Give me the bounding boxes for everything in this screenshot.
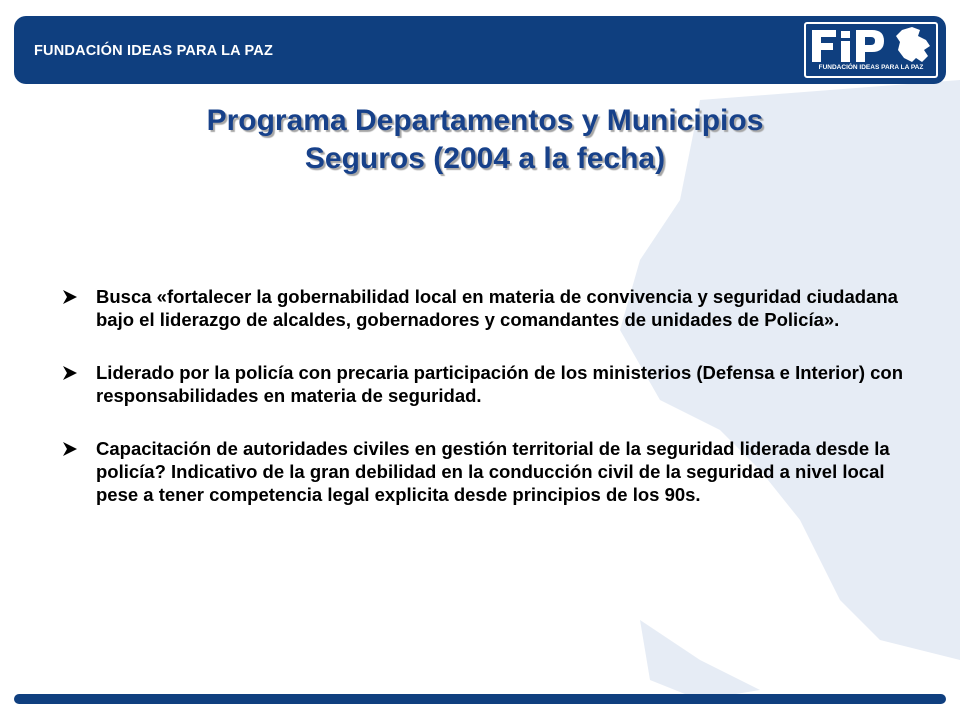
list-item [56,437,916,506]
arrow-bullet-icon [62,289,78,305]
arrow-bullet-icon [62,365,78,381]
bullet-text: Busca «fortalecer la gobernabilidad local en materia de convivencia y seguridad ciudadana bajo el liderazgo de alcaldes, gobernadores y comandantes de unidades de Policía». [96,286,898,330]
bullet-list [56,285,916,506]
bullet-text: Capacitación de autoridades civiles en gestión territorial de la seguridad liderada desde la policía? Indicativo de la gran debilidad en la conducción civil de la seguridad a nivel local pese a tener competencia legal explicita desde principios de los 90s. [96,438,890,505]
footer-bar [14,694,946,704]
list-item [56,285,916,331]
slide-title-line2: Seguros (2004 a la fecha) [304,142,666,175]
fip-logo [804,22,938,78]
header-bar [14,16,946,84]
logo-caption: FUNDACIÓN IDEAS PARA LA PAZ [818,64,924,71]
slide-title-line1: Programa Departamentos y Municipios [206,104,764,137]
arrow-bullet-icon [62,441,78,457]
slide-title [90,102,880,178]
list-item [56,361,916,407]
bullet-text: Liderado por la policía con precaria participación de los ministerios (Defensa e Interior) con responsabilidades en materia de seguridad. [96,362,904,406]
org-name: FUNDACIÓN IDEAS PARA LA PAZ [34,43,274,59]
